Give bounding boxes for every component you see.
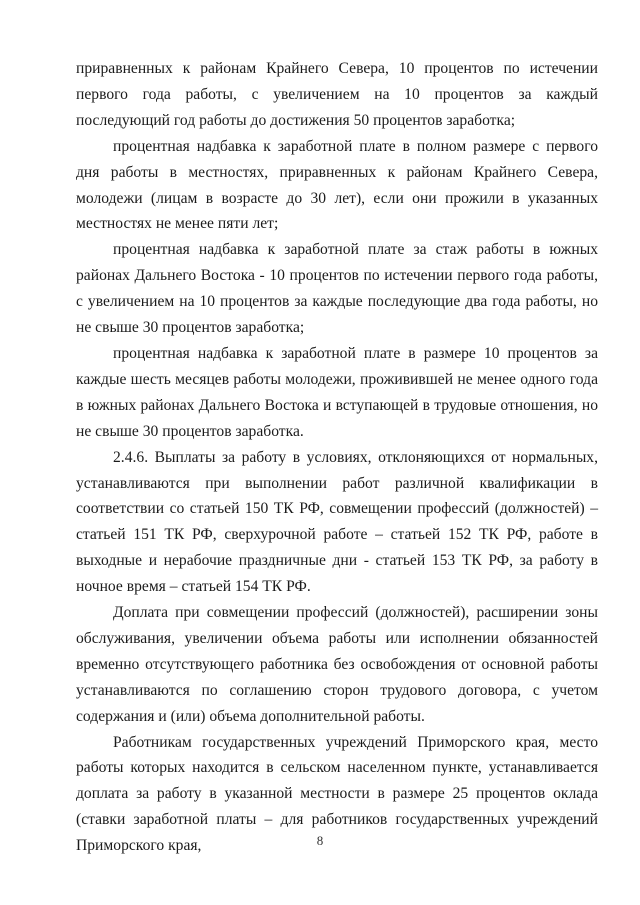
body-text (76, 56, 598, 859)
paragraph-north-youth-bonus: процентная надбавка к заработной плате в полном размере с первого дня работы в местностях, приравненных к районам Крайнего Севера, молодежи (лицам в возрасте до 30 лет), если они прожили в указанных местностях не менее пяти лет; (76, 137, 598, 233)
paragraph-combination-surcharge: Доплата при совмещении профессий (должностей), расширении зоны обслуживания, увеличении объема работы или исполнении обязанностей временно отсутствующего работника без освобождения от основной работы устанавливаются по соглашению сторон трудового договора, с учетом содержания и (или) объема дополнительной работы. (76, 604, 598, 725)
paragraph-section-2-4-6: 2.4.6. Выплаты за работу в условиях, отклоняющихся от нормальных, устанавливаются при выполнении работ различной квалификации в соответствии со статьей 150 ТК РФ, совмещении профессий (должностей) – статьей 151 ТК РФ, сверхурочной работе – статьей 152 ТК РФ, работе в выходные и нерабочие праздничные дни - статьей 153 ТК РФ, за работу в ночное время – статьей 154 ТК РФ. (76, 448, 598, 596)
paragraph-continuation: приравненных к районам Крайнего Севера, 10 процентов по истечении первого года работы, с увеличением на 10 процентов за каждый последующий год работы до достижения 50 процентов заработка; (76, 60, 598, 129)
paragraph-rural-surcharge: Работникам государственных учреждений Приморского края, место работы которых находится в сельском населенном пункте, устанавливается доплата за работу в указанной местности в размере 25 процентов оклада (ставки заработной платы – для работников государственных учреждений Приморского края, (76, 733, 598, 855)
paragraph-far-east-seniority-bonus: процентная надбавка к заработной плате за стаж работы в южных районах Дальнего Востока - 10 процентов по истечении первого года работы, с увеличением на 10 процентов за каждые последующие два года работы, но не свыше 30 процентов заработка; (76, 241, 598, 337)
paragraph-far-east-youth-bonus: процентная надбавка к заработной плате в размере 10 процентов за каждые шесть месяцев работы молодежи, проживившей не менее одного года в южных районах Дальнего Востока и вступающей в трудовые отношения, но не свыше 30 процентов заработка. (76, 344, 598, 440)
page-number: 8 (316, 833, 324, 848)
